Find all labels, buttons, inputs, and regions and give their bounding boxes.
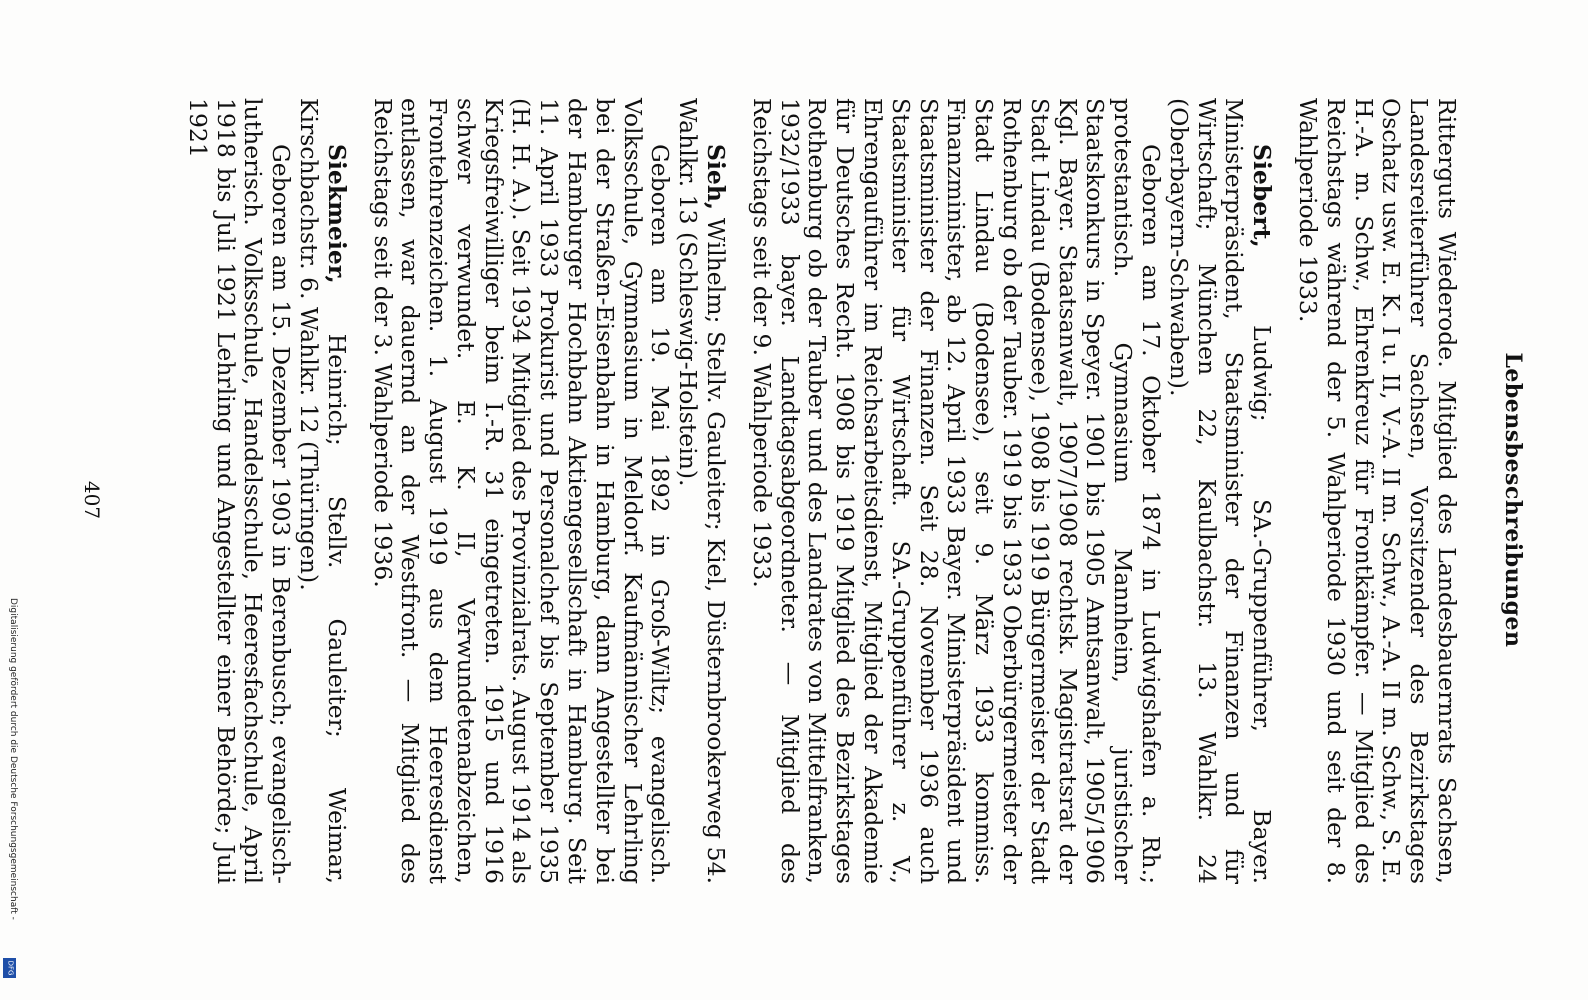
entry-name: Siebert, xyxy=(1248,144,1277,248)
entry-paragraph: Geboren am 15. Dezember 1903 in Berenbusch; evangelisch-lutherisch. Volksschule, Handelsschule, Heeresfachschule, April 1918 bis Juli 1921 Lehrling und Angestellter einer Behörde; Juli 1921 xyxy=(183,98,296,884)
entry-paragraph: Geboren am 19. Mai 1892 in Groß-Wiltz; evangelisch. Volksschule, Gymnasium in Meldorf. Kaufmännischer Lehrling bei der Straßen-Eisenbahn in Hamburg, dann Angestellter bei der Hamburger Hochbahn Aktiengesellschaft in Hamburg. Seit 11. April 1933 Prokurist und Personalchef bis September 1935 (H. H. A.). Seit 1934 Mitglied des Provinzialrats. August 1914 als Kriegsfreiwilliger beim I.-R. 31 eingetreten. 1915 und 1916 schwer verwundet. E. K. II, Verwundetenabzeichen, Frontehrenzeichen. 1. August 1919 aus dem Heeresdienst entlassen, war dauernd an der Westfront. — Mitglied des Reichstags seit der 3. Wahlperiode 1936. xyxy=(368,98,675,884)
entry-header: Heinrich; Stellv. Gauleiter; Weimar, Kirschbachstr. 6. Wahlkr. 12 (Thüringen). xyxy=(294,98,351,884)
body-text xyxy=(165,98,1460,884)
page-number: 407 xyxy=(80,480,104,520)
continuation-paragraph: Ritterguts Wiederode. Mitglied des Landesbauernrats Sachsen, Landesreiterführer Sachsen, Vorsitzender des Bezirkstages Oschatz usw. E. K. I u. II, V.-A. II m. Schw., A.-A. II m. Schw., S. E. H.-A. m. Schw., Ehrenkreuz für Frontkämpfer. — Mitglied des Reichstags während der 5. Wahlperiode 1930 und seit der 8. Wahlperiode 1933. xyxy=(1294,98,1461,884)
digitization-credit: Digitalisierung gefördert durch die Deutsche Forschungsgemeinschaft - xyxy=(8,598,18,920)
digitization-sidebar xyxy=(0,0,18,1000)
entry-name: Sieh, xyxy=(702,144,731,211)
biography-entry xyxy=(368,98,729,884)
entry-paragraph: Geboren am 17. Oktober 1874 in Ludwigshafen a. Rh.; protestantisch. Gymnasium Mannheim, juristischer Staatskonkurs in Speyer. 1901 bis 1905 Amtsanwalt, 1905/1906 Kgl. Bayer. Staatsanwalt, 1907/1908 rechtsk. Magistratsrat der Stadt Lindau (Bodensee), 1908 bis 1919 Bürgermeister der Stadt Rothenburg ob der Tauber. 1919 bis 1933 Oberbürgermeister der Stadt Lindau (Bodensee), seit 9. März 1933 kommiss. Finanzminister, ab 12. April 1933 Bayer. Ministerpräsident und Staatsminister der Finanzen. Seit 28. November 1936 auch Staatsminister für Wirtschaft. SA.-Gruppenführer z. V., Ehrengauführer im Reichsarbeitsdienst, Mitglied der Akademie für Deutsches Recht. 1908 bis 1919 Mitglied des Bezirkstages Rothenburg ob der Tauber und des Landrates von Mittelfranken, 1932/1933 bayer. Landtagsabgeordneter. — Mitglied des Reichstags seit der 9. Wahlperiode 1933. xyxy=(747,98,1166,884)
entry-header: Ludwig; SA.-Gruppenführer, Bayer. Ministerpräsident, Staatsminister der Finanzen und für Wirtschaft; München 22, Kaulbachstr. 13. Wahlkr. 24 (Oberbayern-Schwaben). xyxy=(1164,98,1277,884)
biography-entry xyxy=(183,98,350,884)
entry-header: Wilhelm; Stellv. Gauleiter; Kiel, Düsternbrookerweg 54. Wahlkr. 13 (Schleswig-Holstein). xyxy=(674,98,731,884)
running-header: Lebensbeschreibungen xyxy=(1500,352,1526,648)
dfg-logo-icon: DFG xyxy=(3,958,16,978)
entry-name: Siekmeier, xyxy=(322,144,351,284)
biography-entry xyxy=(747,98,1275,884)
